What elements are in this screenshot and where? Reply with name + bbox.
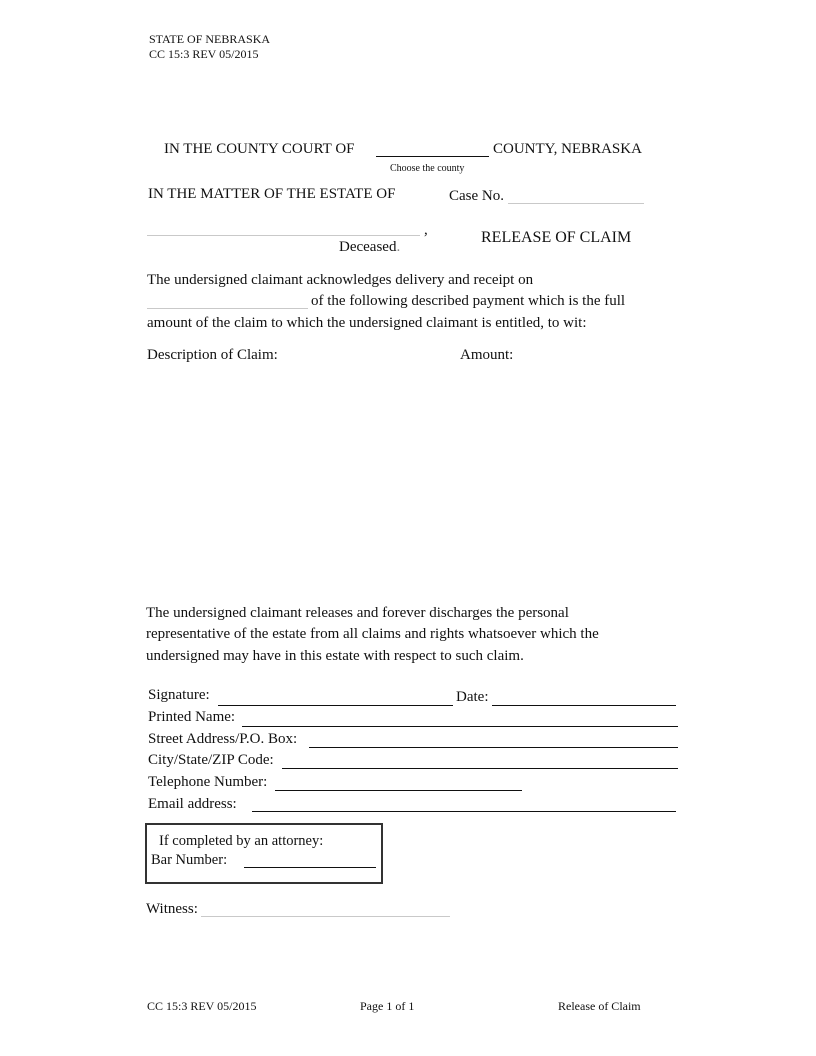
printed-name-field[interactable] <box>242 707 678 727</box>
printed-name-label: Printed Name: <box>148 709 236 725</box>
date-field[interactable] <box>492 686 676 706</box>
receipt-date-field[interactable] <box>147 290 308 310</box>
signature-label: Signature: <box>148 687 210 703</box>
street-field[interactable] <box>309 729 678 749</box>
ack-line-1: The undersigned claimant acknowledges delivery and receipt on <box>147 272 534 288</box>
witness-field[interactable] <box>201 898 450 918</box>
decedent-name-field[interactable] <box>147 216 420 236</box>
county-field[interactable] <box>376 138 489 158</box>
case-no-label: Case No. <box>449 188 504 204</box>
footer-page-number: Page 1 of 1 <box>360 999 415 1013</box>
bar-number-label: Bar Number: <box>151 852 228 868</box>
court-suffix: COUNTY, NEBRASKA <box>493 141 642 157</box>
city-state-zip-label: City/State/ZIP Code: <box>148 752 274 768</box>
street-label: Street Address/P.O. Box: <box>148 731 298 747</box>
case-no-field[interactable] <box>508 185 644 205</box>
city-state-zip-field[interactable] <box>282 750 678 770</box>
telephone-label: Telephone Number: <box>148 774 268 790</box>
footer-title: Release of Claim <box>558 999 641 1013</box>
form-state: STATE OF NEBRASKA <box>149 32 271 46</box>
ack-line-2: of the following described payment which is the full <box>311 293 626 309</box>
email-label: Email address: <box>148 796 237 812</box>
release-line-2: representative of the estate from all claims and rights whatsoever which the <box>146 626 599 642</box>
bar-number-field[interactable] <box>244 849 376 869</box>
signature-field[interactable] <box>218 686 453 706</box>
attorney-heading: If completed by an attorney: <box>159 833 324 849</box>
description-field[interactable] <box>147 370 447 590</box>
telephone-field[interactable] <box>275 772 522 792</box>
amount-field[interactable] <box>460 370 650 590</box>
release-line-1: The undersigned claimant releases and forever discharges the personal <box>146 605 569 621</box>
amount-label: Amount: <box>460 347 514 363</box>
deceased-period: . <box>396 239 401 255</box>
date-label: Date: <box>456 689 489 705</box>
deceased-label <box>339 239 400 256</box>
court-prefix: IN THE COUNTY COURT OF <box>164 141 355 157</box>
county-hint: Choose the county <box>390 163 465 174</box>
description-label: Description of Claim: <box>147 347 278 363</box>
witness-label: Witness: <box>146 901 198 917</box>
document-title: RELEASE OF CLAIM <box>481 229 632 246</box>
ack-line-3: amount of the claim to which the undersigned claimant is entitled, to wit: <box>147 315 587 331</box>
footer-form-code: CC 15:3 REV 05/2015 <box>147 999 257 1013</box>
release-line-3: undersigned may have in this estate with respect to such claim. <box>146 648 524 664</box>
estate-label: IN THE MATTER OF THE ESTATE OF <box>148 186 396 202</box>
deceased-word: Deceased <box>339 239 397 255</box>
email-field[interactable] <box>252 793 676 813</box>
form-code: CC 15:3 REV 05/2015 <box>149 47 259 61</box>
decedent-comma: , <box>424 222 428 238</box>
